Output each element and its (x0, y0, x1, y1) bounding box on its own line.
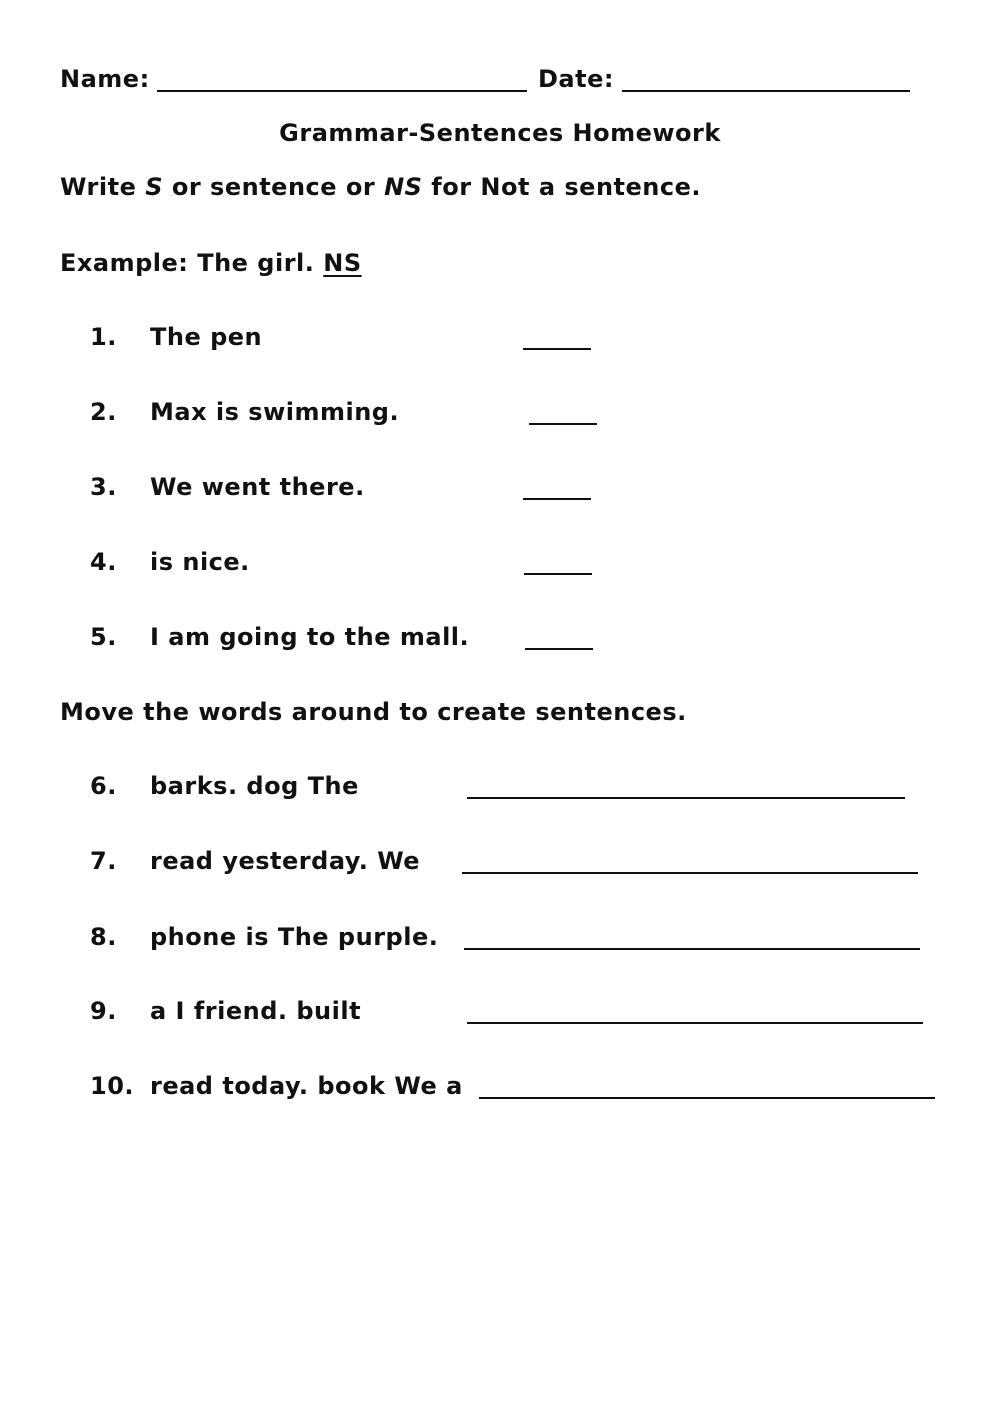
instruction-ns: NS (384, 173, 423, 201)
answer-blank[interactable] (523, 326, 591, 350)
date-label: Date: (538, 65, 614, 93)
item-text: barks. dog The (150, 772, 359, 800)
item-number: 8. (90, 923, 117, 951)
page-title: Grammar-Sentences Homework (279, 119, 721, 147)
item-number: 6. (90, 772, 117, 800)
date-field[interactable] (622, 68, 910, 92)
item-text: We went there. (150, 473, 365, 501)
item-number: 1. (90, 323, 117, 351)
answer-blank[interactable] (523, 476, 591, 500)
answer-line[interactable] (479, 1075, 935, 1099)
example-answer: NS (323, 249, 362, 277)
item-text: phone is The purple. (150, 923, 439, 951)
example-line (60, 248, 362, 278)
answer-line[interactable] (467, 1000, 923, 1024)
answer-line[interactable] (467, 775, 905, 799)
item-number: 2. (90, 398, 117, 426)
instruction-pre: Write (60, 173, 146, 201)
answer-blank[interactable] (525, 626, 593, 650)
item-number: 9. (90, 997, 117, 1025)
instruction-s: S (145, 173, 164, 201)
item-number: 5. (90, 623, 117, 651)
item-text: is nice. (150, 548, 250, 576)
instruction-mid: or sentence or (163, 173, 385, 201)
name-label: Name: (60, 65, 150, 93)
item-text: read today. book We a (150, 1072, 463, 1100)
item-text: a I friend. built (150, 997, 362, 1025)
item-number: 7. (90, 847, 117, 875)
item-text: read yesterday. We (150, 847, 421, 875)
answer-blank[interactable] (529, 401, 597, 425)
item-text: I am going to the mall. (150, 623, 470, 651)
answer-line[interactable] (464, 926, 920, 950)
answer-line[interactable] (462, 850, 918, 874)
instruction-post: for Not a sentence. (422, 173, 701, 201)
name-field[interactable] (157, 68, 527, 92)
item-number: 10. (90, 1072, 135, 1100)
item-text: Max is swimming. (150, 398, 400, 426)
answer-blank[interactable] (524, 551, 592, 575)
example-label: Example: The girl. (60, 249, 324, 277)
section2-instruction: Move the words around to create sentences. (60, 698, 687, 726)
item-number: 4. (90, 548, 117, 576)
section1-instruction (60, 172, 701, 202)
item-number: 3. (90, 473, 117, 501)
item-text: The pen (150, 323, 263, 351)
